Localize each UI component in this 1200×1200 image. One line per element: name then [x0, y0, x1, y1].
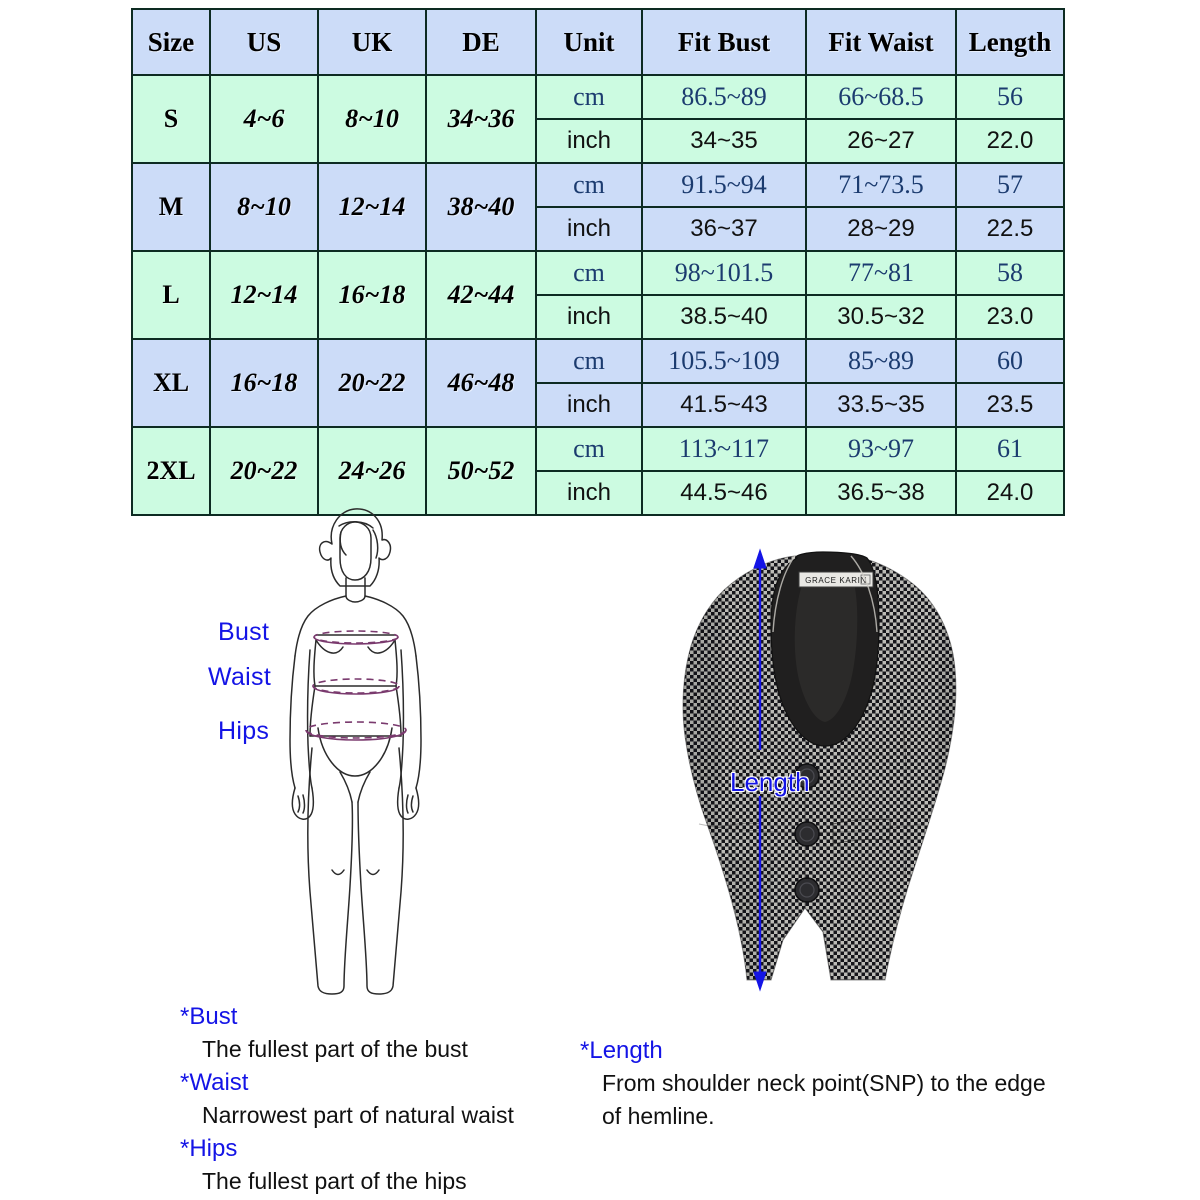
- cell-de: 50~52: [426, 427, 536, 515]
- cell-us: 20~22: [210, 427, 318, 515]
- measurement-label-waist: Waist: [208, 663, 272, 691]
- measurement-label-hips: Hips: [218, 717, 270, 745]
- note-head-waist: *Waist: [180, 1069, 249, 1096]
- cell-de: 46~48: [426, 339, 536, 427]
- cell-size: 2XL: [132, 427, 210, 515]
- cell-de: 34~36: [426, 75, 536, 163]
- cell-us: 8~10: [210, 163, 318, 251]
- cell-bust-cm: 105.5~109: [642, 339, 806, 383]
- cell-unit-cm: cm: [536, 75, 642, 119]
- cell-unit-cm: cm: [536, 163, 642, 207]
- note-body-waist: Narrowest part of natural waist: [202, 1102, 514, 1128]
- cell-us: 12~14: [210, 251, 318, 339]
- cell-bust-cm: 98~101.5: [642, 251, 806, 295]
- cell-uk: 24~26: [318, 427, 426, 515]
- svg-text:GRACE KARIN: GRACE KARIN: [805, 576, 867, 585]
- cell-length-inch: 22.0: [956, 119, 1064, 163]
- cell-bust-inch: 36~37: [642, 207, 806, 251]
- measurement-label-length: Length: [730, 767, 810, 797]
- measurement-notes-right: [578, 1034, 1048, 1133]
- cell-de: 38~40: [426, 163, 536, 251]
- note-body-bust: The fullest part of the bust: [202, 1036, 468, 1062]
- cell-waist-inch: 28~29: [806, 207, 956, 251]
- cell-bust-cm: 91.5~94: [642, 163, 806, 207]
- female-body-svg: [240, 500, 470, 1000]
- vest-svg: [655, 528, 1045, 1018]
- brand-label: [799, 572, 873, 587]
- cell-size: M: [132, 163, 210, 251]
- cell-size: XL: [132, 339, 210, 427]
- cell-unit-inch: inch: [536, 383, 642, 427]
- column-header-us: US: [210, 9, 318, 75]
- table-row: [132, 251, 1064, 295]
- cell-size: L: [132, 251, 210, 339]
- note-body-length-line1: From shoulder neck point(SNP) to the edge: [602, 1070, 1046, 1096]
- table-row: [132, 339, 1064, 383]
- cell-waist-cm: 85~89: [806, 339, 956, 383]
- cell-length-cm: 58: [956, 251, 1064, 295]
- cell-waist-cm: 77~81: [806, 251, 956, 295]
- column-header-unit: Unit: [536, 9, 642, 75]
- table-row: [132, 75, 1064, 119]
- cell-uk: 20~22: [318, 339, 426, 427]
- note-body-hips: The fullest part of the hips: [202, 1168, 467, 1194]
- cell-unit-cm: cm: [536, 427, 642, 471]
- cell-size: S: [132, 75, 210, 163]
- cell-length-cm: 57: [956, 163, 1064, 207]
- cell-length-cm: 56: [956, 75, 1064, 119]
- cell-unit-cm: cm: [536, 251, 642, 295]
- column-header-de: DE: [426, 9, 536, 75]
- column-header-uk: UK: [318, 9, 426, 75]
- cell-bust-inch: 44.5~46: [642, 471, 806, 515]
- measurement-notes-left: [180, 1000, 610, 1198]
- female-body-measurement-diagram: [240, 500, 470, 1000]
- table-row: [132, 163, 1064, 207]
- cell-unit-inch: inch: [536, 119, 642, 163]
- cell-waist-inch: 26~27: [806, 119, 956, 163]
- cell-bust-cm: 113~117: [642, 427, 806, 471]
- column-header-fit-bust: Fit Bust: [642, 9, 806, 75]
- table-header-row: [132, 9, 1064, 75]
- cell-unit-inch: inch: [536, 207, 642, 251]
- table-row: [132, 427, 1064, 471]
- cell-length-cm: 60: [956, 339, 1064, 383]
- cell-unit-inch: inch: [536, 471, 642, 515]
- cell-uk: 8~10: [318, 75, 426, 163]
- cell-unit-inch: inch: [536, 295, 642, 339]
- cell-us: 16~18: [210, 339, 318, 427]
- cell-waist-cm: 71~73.5: [806, 163, 956, 207]
- cell-waist-inch: 33.5~35: [806, 383, 956, 427]
- cell-waist-inch: 36.5~38: [806, 471, 956, 515]
- cell-waist-cm: 66~68.5: [806, 75, 956, 119]
- note-body-length-line2: of hemline.: [602, 1103, 715, 1129]
- note-head-bust: *Bust: [180, 1003, 238, 1030]
- note-head-hips: *Hips: [180, 1135, 238, 1162]
- vest-product-photo-diagram: [655, 528, 1045, 1018]
- cell-length-inch: 23.0: [956, 295, 1064, 339]
- cell-uk: 16~18: [318, 251, 426, 339]
- cell-bust-inch: 41.5~43: [642, 383, 806, 427]
- cell-bust-inch: 38.5~40: [642, 295, 806, 339]
- cell-length-inch: 22.5: [956, 207, 1064, 251]
- measurement-label-bust: Bust: [218, 618, 270, 646]
- cell-unit-cm: cm: [536, 339, 642, 383]
- column-header-length: Length: [956, 9, 1064, 75]
- cell-length-inch: 23.5: [956, 383, 1064, 427]
- cell-bust-cm: 86.5~89: [642, 75, 806, 119]
- cell-waist-cm: 93~97: [806, 427, 956, 471]
- column-header-fit-waist: Fit Waist: [806, 9, 956, 75]
- cell-de: 42~44: [426, 251, 536, 339]
- size-chart-table: [131, 8, 1065, 516]
- size-chart-table-container: [131, 8, 1063, 516]
- column-header-size: Size: [132, 9, 210, 75]
- cell-waist-inch: 30.5~32: [806, 295, 956, 339]
- cell-length-cm: 61: [956, 427, 1064, 471]
- cell-us: 4~6: [210, 75, 318, 163]
- cell-length-inch: 24.0: [956, 471, 1064, 515]
- cell-uk: 12~14: [318, 163, 426, 251]
- note-head-length: *Length: [580, 1037, 663, 1064]
- cell-bust-inch: 34~35: [642, 119, 806, 163]
